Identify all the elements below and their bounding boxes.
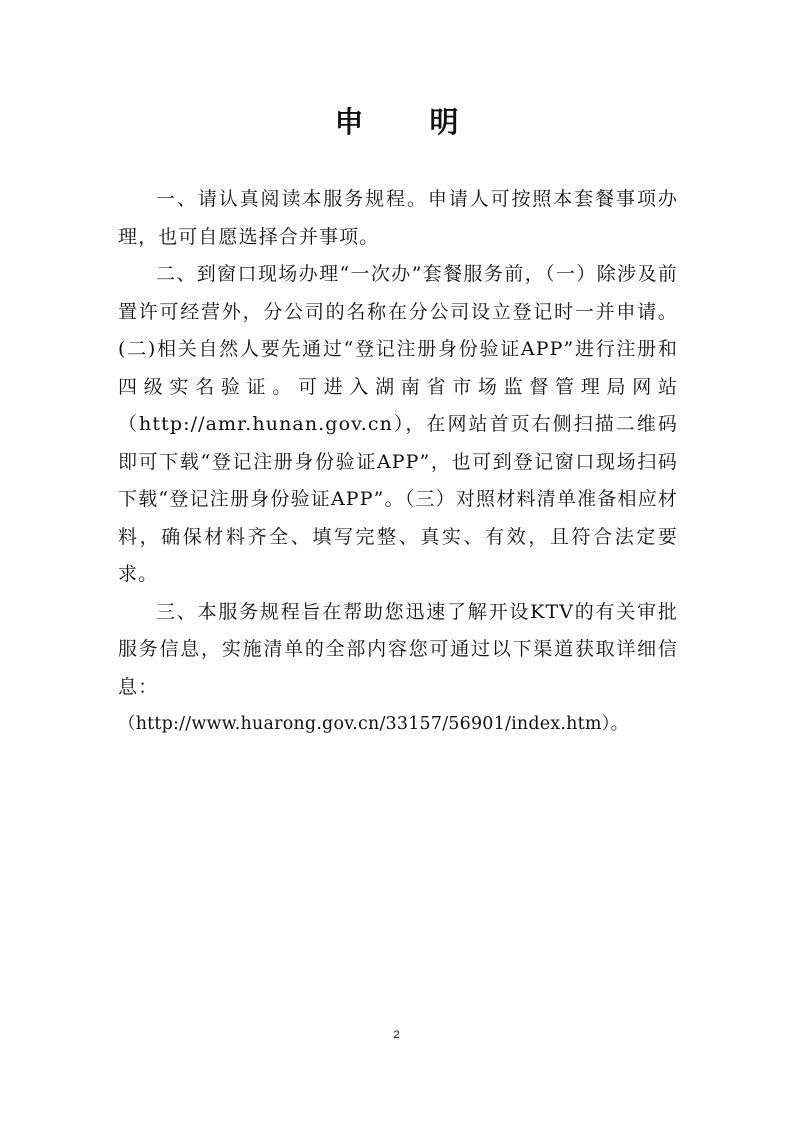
page-number: 2	[393, 1029, 400, 1041]
page-title: 申 明	[334, 105, 487, 139]
paragraph-3: 三、本服务规程旨在帮助您迅速了解开设KTV的有关审批服务信息，实施清单的全部内容您可通过以下渠道获取详细信息：	[118, 600, 678, 698]
declaration-body	[118, 181, 678, 744]
paragraph-1: 一、请认真阅读本服务规程。申请人可按照本套餐事项办理，也可自愿选择合并事项。	[118, 188, 678, 248]
paragraph-2: 二、到窗口现场办理“一次办”套餐服务前，（一）除涉及前置许可经营外，分公司的名称在分公司设立登记时一并申请。(二)相关自然人要先通过“登记注册身份验证APP”进行注册和四级实名验证。可进入湖南省市场监督管理局网站（http://amr.hunan.gov.cn），在网站首页右侧扫描二维码即可下载“登记注册身份验证APP”，也可到登记窗口现场扫码下载“登记注册身份验证APP”。（三）对照材料清单准备相应材料，确保材料齐全、填写完整、真实、有效，且符合法定要求。	[118, 263, 678, 585]
source-url: （http://www.huarong.gov.cn/33157/56901/index.htm）。	[118, 714, 629, 734]
